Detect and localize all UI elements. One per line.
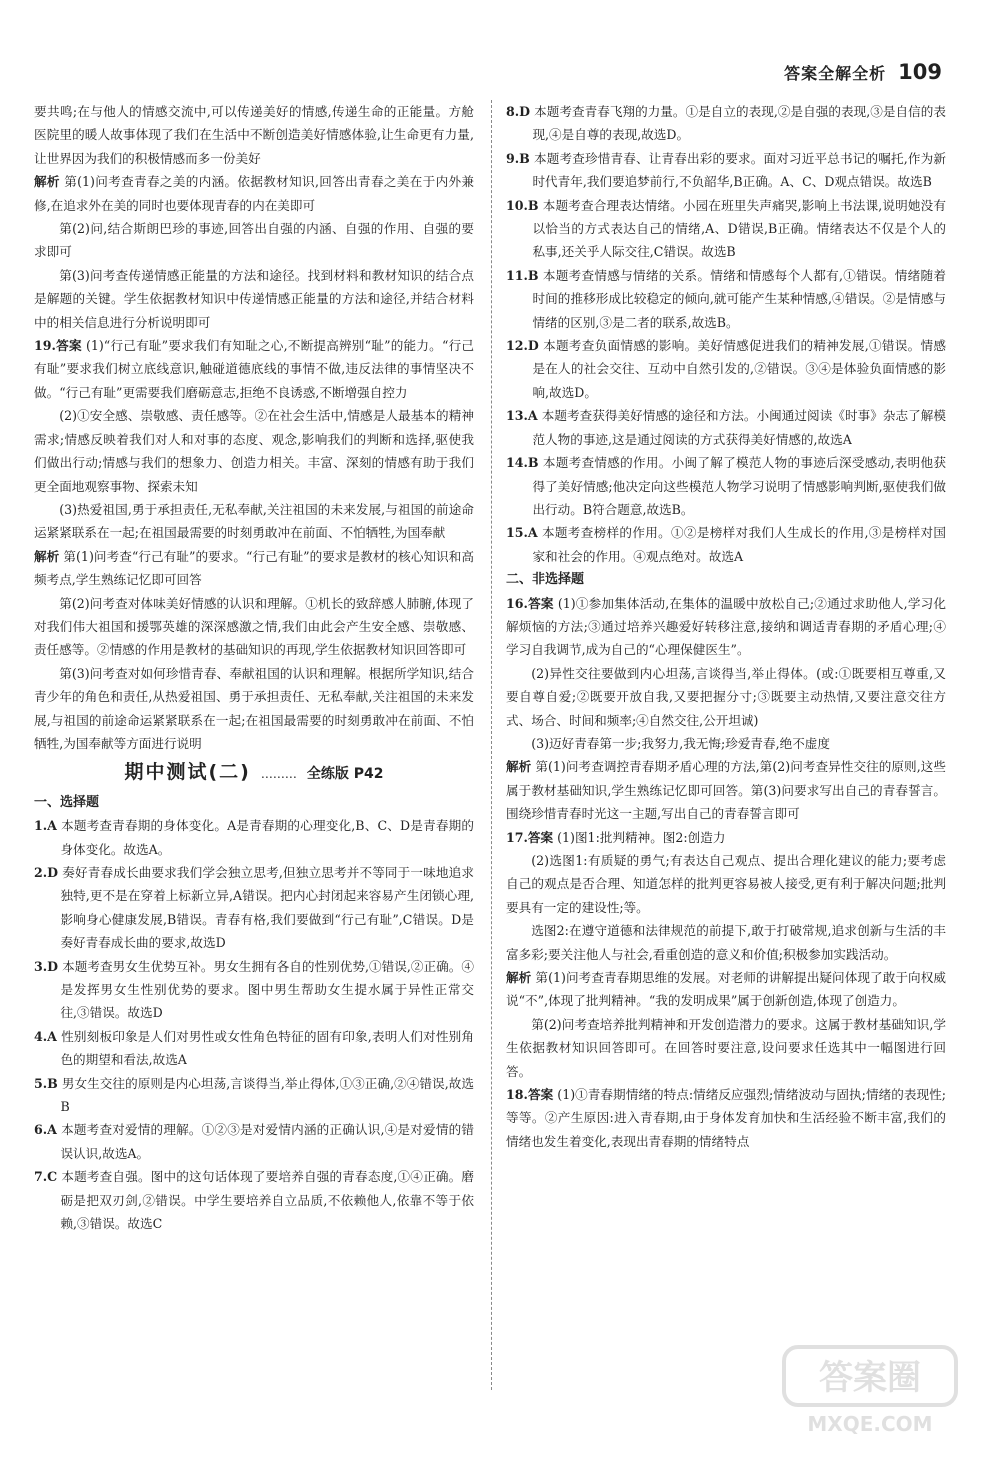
choice-answer-item	[506, 147, 946, 194]
choice-answer-item	[34, 1072, 474, 1119]
non-choice-heading: 二、非选择题	[506, 572, 585, 588]
choice-answer-text: 本题考查获得美好情感的途径和方法。小闽通过阅读《时事》杂志了解模范人物的事迹,这是通过阅读的方式获得美好情感的,故选A	[532, 408, 946, 447]
answer-label: 答案	[527, 1087, 554, 1103]
choice-answer-number: 12.D	[506, 338, 539, 354]
answer-part: (3)迈好青春第一步;我努力,我无悔;珍爱青春,绝不虚度	[531, 735, 830, 751]
choice-answer-number: 11.B	[506, 267, 539, 283]
choice-answer-text: 本题考查情感与情绪的关系。情绪和情感每个人都有,①错误。情绪随着时间的推移形成比较稳定的倾向,就可能产生某种情感,④错误。②是情感与情绪的区别,③是二者的联系,故选B。	[532, 267, 946, 330]
choice-answer-item	[506, 521, 946, 568]
choice-answer-number: 13.A	[506, 408, 538, 424]
choice-answer-item	[506, 404, 946, 451]
choice-answer-text: 本题考查情感的作用。小闽了解了模范人物的事迹后深受感动,表明他获得了美好情感;他决定向这些模范人物学习说明了情感影响判断,驱使我们做出行动。B符合题意,故选B。	[532, 455, 946, 517]
analysis-text: 第(1)问考查“行己有耻”的要求。“行己有耻”的要求是教材的核心知识和高频考点,学生熟练记忆即可回答	[34, 548, 475, 588]
question-number: 19.	[34, 338, 56, 354]
paragraph: 要共鸣;在与他人的情感交流中,可以传递美好的情感,传递生命的正能量。方舱医院里的暖人故事体现了我们在生活中不断创造美好情感体验,让生命更有力量,让世界因为我们的积极情感而多一份美好	[34, 104, 474, 166]
answer-part: (3)热爱祖国,勇于承担责任,无私奉献,关注祖国的未来发展,与祖国的前途命运紧紧联系在一起;在祖国最需要的时刻勇敢冲在前面、不怕牺牲,为国奉献	[34, 501, 474, 541]
choice-answer-text: 本题考查负面情感的影响。美好情感促进我们的精神发展,①错误。情感是在人的社会交往、互动中自然引发的,②错误。③④是体验负面情感的影响,故选D。	[532, 338, 946, 400]
page-header	[784, 60, 942, 84]
analysis-part: 第(2)问考查培养批判精神和开发创造潜力的要求。这属于教材基础知识,学生依据教材知识回答即可。在回答时要注意,设问要求任选其中一幅图进行回答。	[506, 1016, 946, 1079]
choice-answer-item	[506, 451, 946, 521]
choice-heading: 一、选择题	[34, 794, 100, 810]
choice-answer-number: 3.D	[34, 958, 59, 974]
choice-answer-item	[34, 1165, 474, 1235]
analysis-paragraph	[34, 170, 474, 217]
paragraph: 第(2)问,结合斯朗巴珍的事迹,回答出自强的内涵、自强的作用、自强的要求即可	[34, 221, 474, 260]
choice-answer-item	[506, 100, 946, 147]
choice-answer-item	[34, 955, 474, 1025]
choice-answer-text: 性别刻板印象是人们对男性或女性角色特征的固有印象,表明人们对性别角色的期望和看法,故选A	[60, 1028, 474, 1068]
choice-answer-text: 本题考查自强。图中的这句话体现了要培养自强的青春态度,①④正确。磨砺是把双刃剑,②错误。中学生要培养自立品质,不依赖他人,依靠不等于依赖,③错误。故选C	[60, 1169, 474, 1232]
choice-answer-number: 9.B	[506, 150, 530, 166]
question-number: 16.	[506, 595, 528, 611]
choice-answer-number: 15.A	[506, 525, 538, 541]
question-number: 17.	[506, 829, 528, 845]
answer-part: (2)选图1:有质疑的勇气;有表达自己观点、提出合理化建议的能力;要考虑自己的观点是否合理、知道怎样的批判更容易被人接受,更有利于解决问题;批判要具有一定的建设性;等。	[506, 853, 946, 915]
watermark-top-text: 答案圈	[819, 1358, 921, 1398]
choice-answer-list	[506, 100, 946, 568]
choice-answer-text: 男女生交往的原则是内心坦荡,言谈得当,举止得体,①③正确,②④错误,故选B	[60, 1075, 474, 1115]
choice-answer-item	[34, 1118, 474, 1165]
watermark-logo	[780, 1343, 960, 1438]
section-title	[34, 761, 474, 786]
answer-text: (1)“行己有耻”要求我们有知耻之心,不断提高辨别“耻”的能力。“行己有耻”要求我们树立底线意识,触碰道德底线的事情不做,违反法律的事情坚决不做。“行己有耻”更需要我们磨砺意志,拒绝不良诱惑,不断增强自控力	[34, 338, 474, 400]
header-title: 答案全解全析	[784, 64, 887, 83]
analysis-part: 第(3)问考查对如何珍惜青春、奉献祖国的认识和理解。根据所学知识,结合青少年的角色和责任,从热爱祖国、勇于承担责任、无私奉献,关注祖国的未来发展,与祖国的前途命运紧紧联系在一起;在祖国最需要的时刻勇敢冲在前面、不怕牺牲,为国奉献等方面进行说明	[34, 665, 474, 751]
answer-text: (1)图1:批判精神。图2:创造力	[557, 829, 726, 845]
paragraph: 第(3)问考查传递情感正能量的方法和途径。找到材料和教材知识的结合点是解题的关键。学生依据教材知识中传递情感正能量的方法和途径,并结合材料中的相关信息进行分析说明即可	[34, 267, 474, 330]
answer-label: 答案	[527, 829, 554, 845]
section-reference: 全练版 P42	[306, 766, 384, 783]
answer-part: (2)①安全感、崇敬感、责任感等。②在社会生活中,情感是人最基本的精神需求;情感反映着我们对人和对事的态度、观念,影响我们的判断和选择,驱使我们做出行动;情感与我们的想象力、创造力相关。丰富、深刻的情感有助于我们更全面地观察事物、探索未知	[34, 408, 474, 494]
question-number: 18.	[506, 1087, 528, 1103]
choice-answer-number: 4.A	[34, 1028, 57, 1044]
choice-answer-text: 奏好青春成长曲要求我们学会独立思考,但独立思考并不等同于一味地追求独特,更不是在穿着上标新立异,A错误。把内心封闭起来容易产生闭锁心理,影响身心健康发展,B错误。青春有格,我们要做到“行己有耻”,C错误。D是奏好青春成长曲的要求,故选D	[60, 865, 474, 951]
choice-answer-text: 本题考查对爱情的理解。①②③是对爱情内涵的正确认识,④是对爱情的错误认识,故选A。	[60, 1122, 474, 1161]
right-column	[506, 100, 946, 1153]
question-17-answer	[506, 826, 946, 849]
choice-answer-number: 8.D	[506, 104, 531, 119]
choice-answer-item	[34, 861, 474, 955]
question-16-answer	[506, 592, 946, 662]
choice-answer-text: 本题考查男女生优势互补。男女生拥有各自的性别优势,①错误,②正确。④是发挥男女生性别优势的要求。图中男生帮助女生提水属于异性正常交往,③错误。故选D	[60, 958, 474, 1021]
choice-answer-item	[506, 334, 946, 404]
choice-answer-number: 10.B	[506, 197, 539, 213]
choice-answer-number: 1.A	[34, 818, 57, 834]
choice-answer-text: 本题考查青春飞翔的力量。①是自立的表现,②是自强的表现,③是自信的表现,④是自尊的表现,故选D。	[532, 104, 946, 143]
watermark-bottom-text: MXQE.COM	[807, 1412, 933, 1436]
choice-answer-text: 本题考查青春期的身体变化。A是青春期的心理变化,B、C、D是青春期的身体变化。故选A。	[60, 818, 474, 857]
answer-text: (1)①参加集体活动,在集体的温暖中放松自己;②通过求助他人,学习化解烦恼的方法;③通过培养兴趣爱好转移注意,接纳和调适青春期的矛盾心理;④学习自我调节,成为自己的“心理保健医生”。	[506, 595, 946, 658]
choice-answer-text: 本题考查榜样的作用。①②是榜样对我们人生成长的作用,③是榜样对国家和社会的作用。④观点绝对。故选A	[532, 525, 946, 564]
section-title-text: 期中测试(二)	[124, 761, 251, 784]
choice-answer-item	[34, 1025, 474, 1072]
analysis-text: 第(1)问考查调控青春期矛盾心理的方法,第(2)问考查异性交往的原则,这些属于教材基础知识,学生熟练记忆即可回答。第(3)问要求写出自己的青春誓言。围绕珍惜青春时光这一主题,写出自己的青春誓言即可	[506, 759, 946, 822]
answer-label: 答案	[55, 338, 82, 354]
question-19-analysis	[34, 545, 474, 592]
analysis-label: 解析	[506, 759, 532, 775]
choice-answer-item	[506, 264, 946, 334]
answer-part: 选图2:在遵守道德和法律规范的前提下,敢于打破常规,追求创新与生活的丰富多彩;要关注他人与社会,看重创造的意义和价值;积极参加实践活动。	[506, 923, 946, 962]
choice-answer-number: 14.B	[506, 455, 539, 471]
question-16-analysis	[506, 755, 946, 825]
analysis-label: 解析	[34, 548, 60, 564]
analysis-text: 第(1)问考查青春期思维的发展。对老师的讲解提出疑问体现了敢于向权威说“不”,体现了批判精神。“我的发明成果”属于创新创造,体现了创造力。	[506, 970, 946, 1009]
choice-answer-list	[34, 814, 474, 1235]
question-17-analysis	[506, 966, 946, 1013]
column-divider	[491, 100, 492, 1390]
page-number: 109	[898, 60, 942, 84]
choice-answer-number: 2.D	[34, 865, 59, 880]
choice-answer-number: 7.C	[34, 1169, 58, 1185]
question-19-answer	[34, 334, 474, 404]
answer-part: (2)异性交往要做到内心坦荡,言谈得当,举止得体。(或:①既要相互尊重,又要自尊自爱;②既要开放自我,又要把握分寸;③既要主动热情,又要注意交往方式、场合、时间和频率;④自然交往,公开坦诚)	[506, 665, 946, 728]
choice-answer-item	[34, 814, 474, 861]
choice-answer-number: 6.A	[34, 1122, 57, 1138]
question-18-answer	[506, 1083, 946, 1153]
section-dots: ………	[260, 767, 297, 782]
answer-label: 答案	[527, 595, 554, 611]
analysis-label: 解析	[34, 174, 60, 190]
analysis-label: 解析	[506, 970, 532, 986]
choice-answer-number: 5.B	[34, 1075, 58, 1091]
choice-answer-text: 本题考查珍惜青春、让青春出彩的要求。面对习近平总书记的嘱托,作为新时代青年,我们要追梦前行,不负韶华,B正确。A、C、D观点错误。故选B	[532, 150, 946, 190]
choice-answer-item	[506, 194, 946, 264]
answer-text: (1)①青春期情绪的特点:情绪反应强烈;情绪波动与固执;情绪的表现性;等等。②产生原因:进入青春期,由于身体发育加快和生活经验不断丰富,我们的情绪也发生着变化,表现出青春期的情绪特点	[506, 1087, 946, 1149]
choice-answer-text: 本题考查合理表达情绪。小园在班里失声痛哭,影响上书法课,说明她没有以恰当的方式表达自己的情绪,A、D错误,B正确。情绪表达不仅是个人的私事,还关乎人际交往,C错误。故选B	[532, 197, 946, 260]
left-column	[34, 100, 474, 1236]
analysis-part: 第(2)问考查对体味美好情感的认识和理解。①机长的致辞感人肺腑,体现了对我们伟大祖国和援鄂英雄的深深感激之情,我们由此会产生安全感、崇敬感、责任感等。②情感的作用是教材的基础知识的再现,学生依据教材知识回答即可	[34, 595, 474, 658]
analysis-text: 第(1)问考查青春之美的内涵。依据教材知识,回答出青春之美在于内外兼修,在追求外在美的同时也要体现青春的内在美即可	[34, 174, 474, 213]
